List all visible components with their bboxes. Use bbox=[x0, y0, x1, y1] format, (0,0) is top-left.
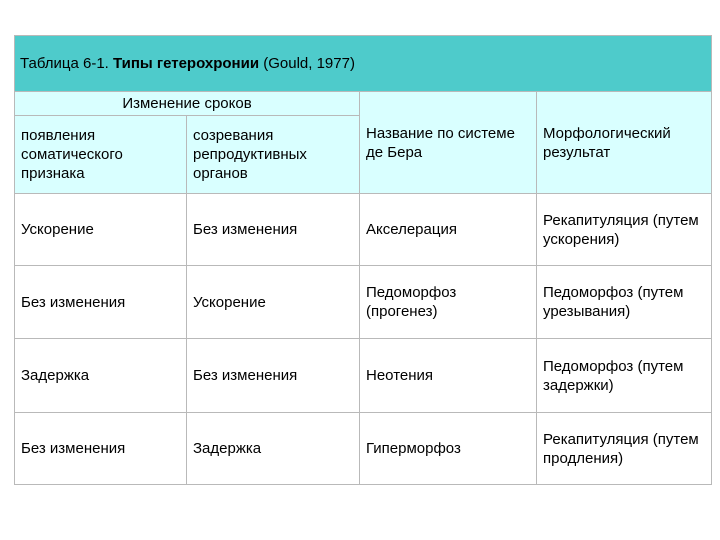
cell-reproductive: Ускорение bbox=[187, 266, 360, 339]
table-title bbox=[15, 36, 712, 92]
cell-somatic: Задержка bbox=[15, 339, 187, 413]
cell-result: Рекапитуляция (путем продления) bbox=[537, 413, 712, 485]
cell-name: Неотения bbox=[360, 339, 537, 413]
cell-somatic: Ускорение bbox=[15, 194, 187, 266]
header-morph-result: Морфологический результат bbox=[537, 92, 712, 194]
title-prefix: Таблица 6-1. bbox=[20, 55, 113, 72]
table-title-row bbox=[15, 36, 712, 92]
cell-result: Рекапитуляция (путем ускорения) bbox=[537, 194, 712, 266]
header-timing-change: Изменение сроков bbox=[15, 92, 360, 116]
title-suffix: (Gould, 1977) bbox=[259, 55, 355, 72]
table-row bbox=[15, 339, 712, 413]
cell-name: Акселерация bbox=[360, 194, 537, 266]
cell-reproductive: Без изменения bbox=[187, 339, 360, 413]
header-somatic: появления соматического признака bbox=[15, 116, 187, 194]
cell-name: Педоморфоз (прогенез) bbox=[360, 266, 537, 339]
cell-result: Педоморфоз (путем урезывания) bbox=[537, 266, 712, 339]
table-row bbox=[15, 266, 712, 339]
header-debeer-name: Название по системе де Бера bbox=[360, 92, 537, 194]
cell-somatic: Без изменения bbox=[15, 413, 187, 485]
header-reproductive: созревания репродуктивных органов bbox=[187, 116, 360, 194]
heterochrony-table bbox=[14, 35, 712, 485]
title-bold: Типы гетерохронии bbox=[113, 55, 260, 72]
cell-somatic: Без изменения bbox=[15, 266, 187, 339]
table-row bbox=[15, 413, 712, 485]
cell-name: Гиперморфоз bbox=[360, 413, 537, 485]
cell-reproductive: Задержка bbox=[187, 413, 360, 485]
table-row bbox=[15, 194, 712, 266]
cell-result: Педоморфоз (путем задержки) bbox=[537, 339, 712, 413]
header-row-top bbox=[15, 92, 712, 116]
cell-reproductive: Без изменения bbox=[187, 194, 360, 266]
